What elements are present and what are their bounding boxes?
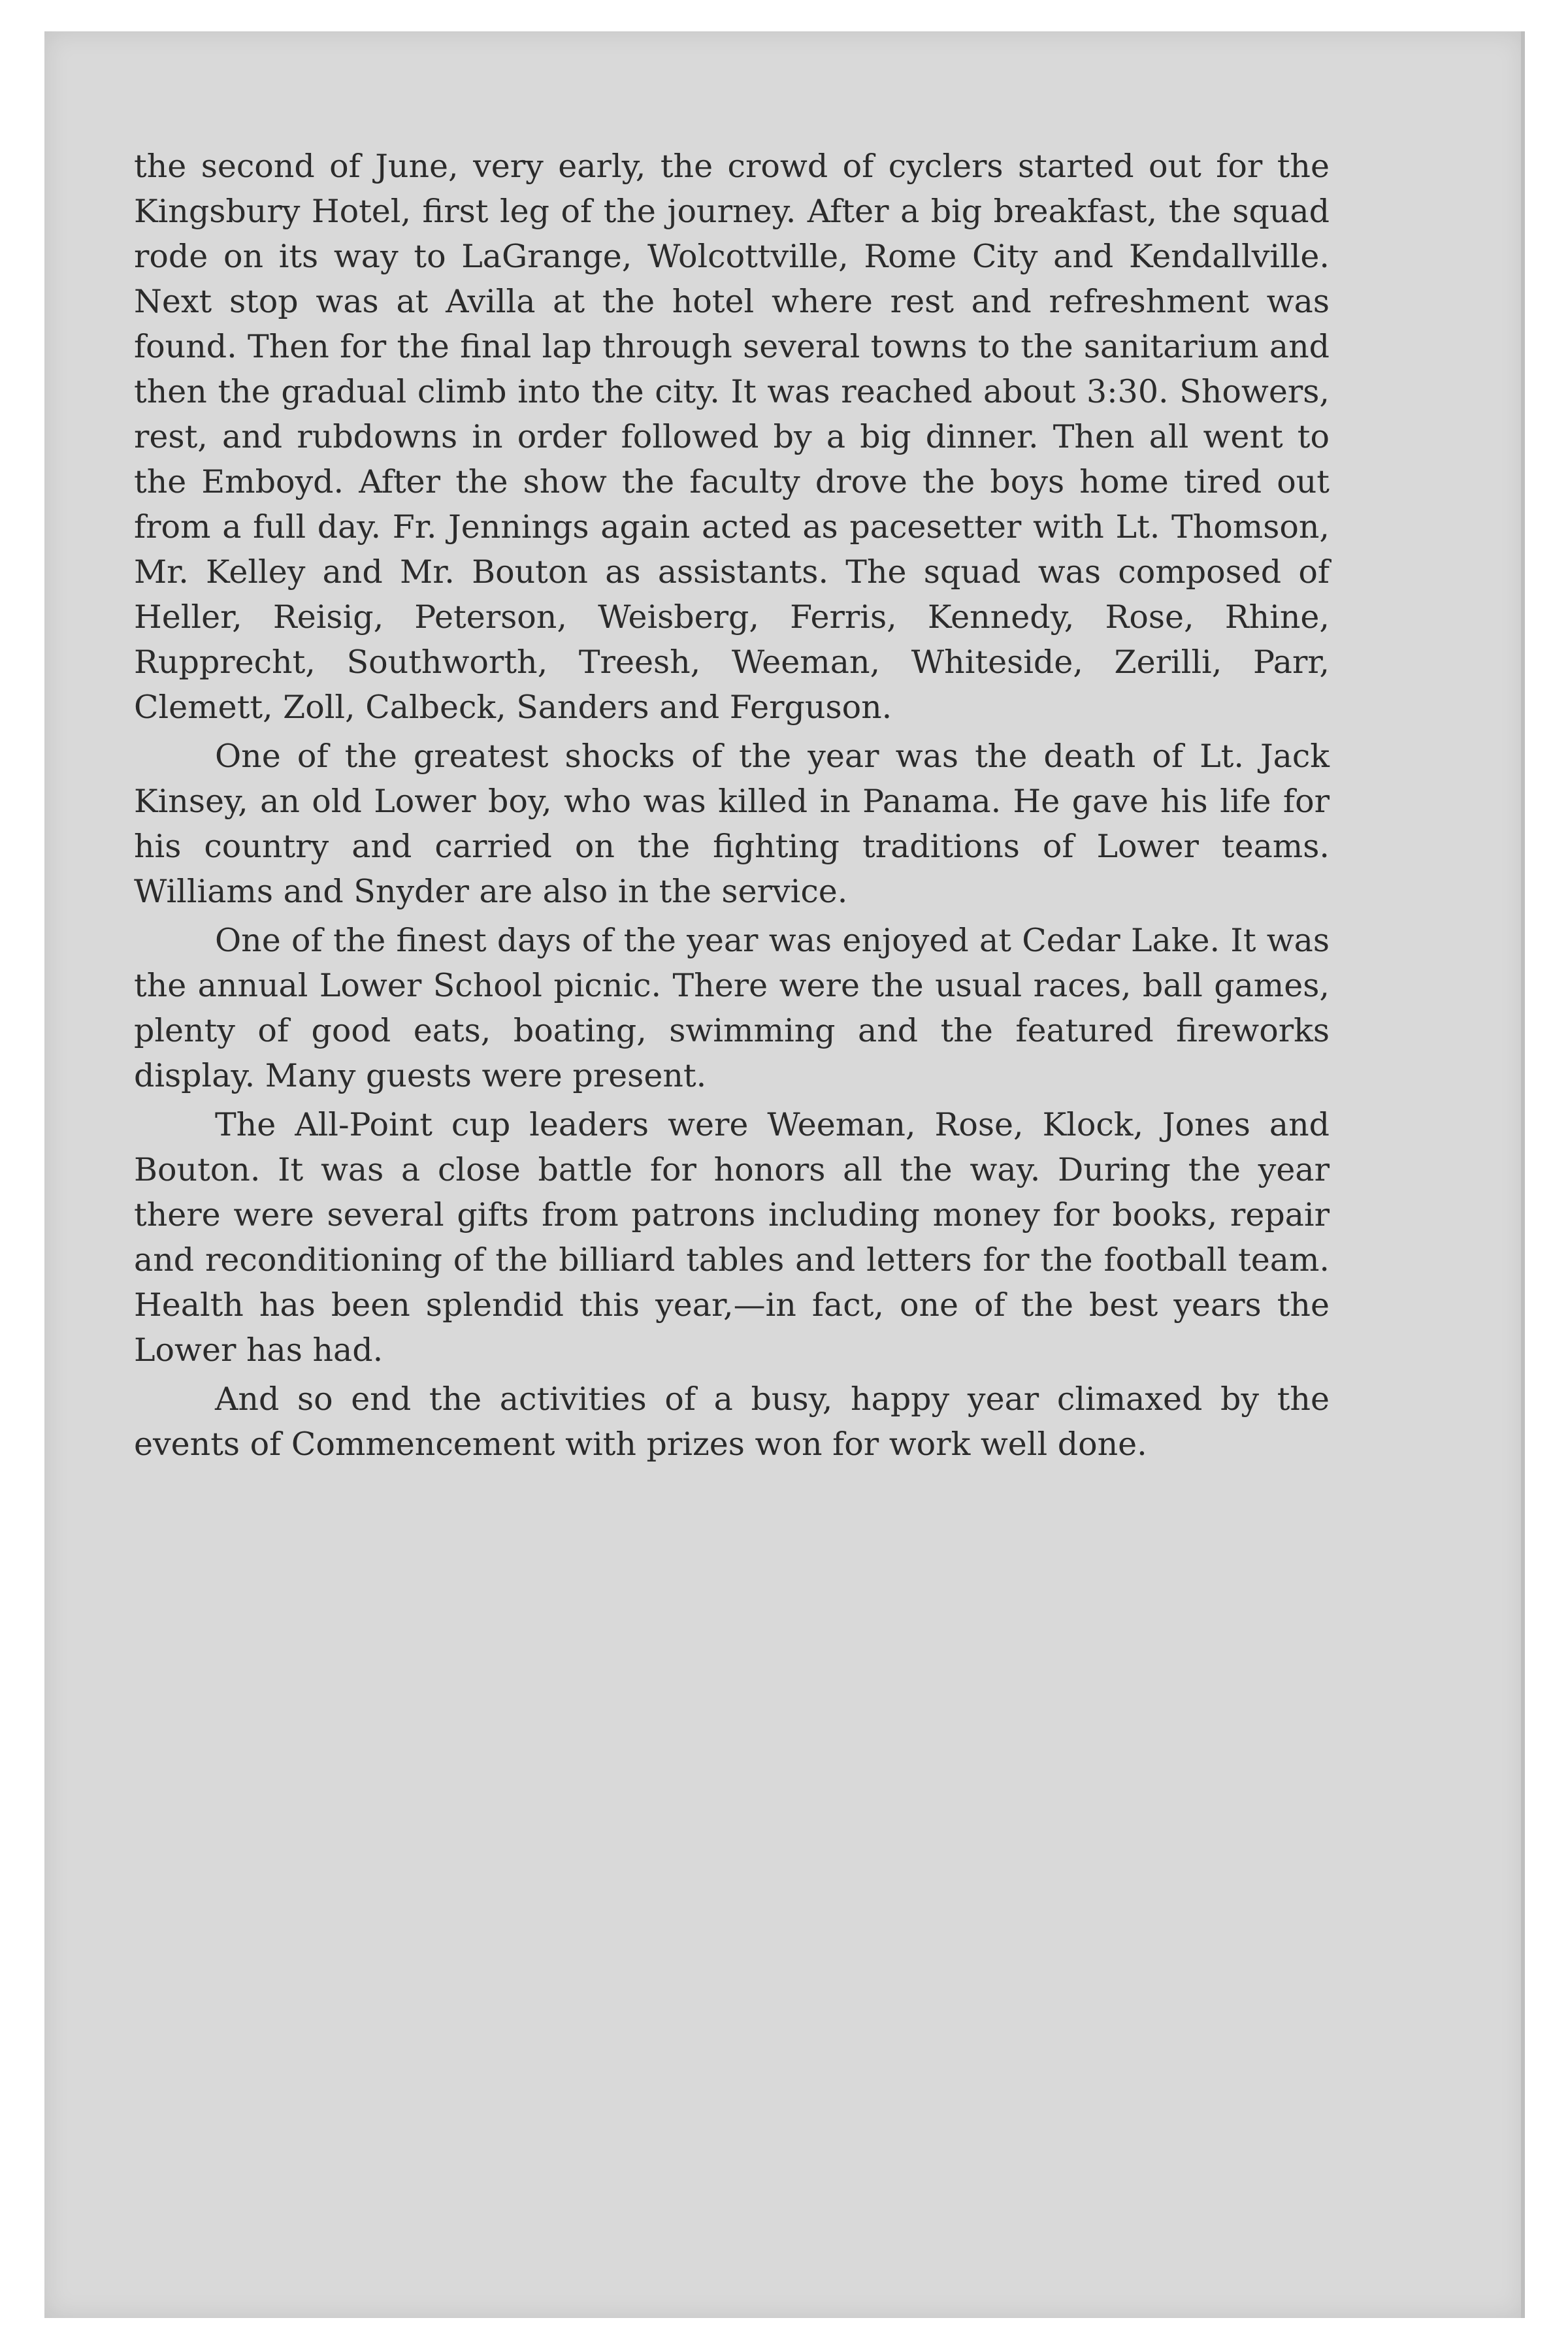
paragraph-kinsey: One of the greatest shocks of the year was the death of Lt. Jack Kinsey, an old Lower boy, who was killed in Panama. He gave his life for his country and carried on the fighting traditions of Lower teams. Williams and Snyder are also in the service. — [134, 738, 1330, 910]
paragraph-all-point-cup: The All-Point cup leaders were Weeman, Rose, Klock, Jones and Bouton. It was a close battle for honors all the way. During the year there were several gifts from patrons including money for books, repair and reconditioning of the billiard tables and letters for the football team. Health has been splendid this year,—in fact, one of the best years the Lower has had. — [134, 1106, 1330, 1369]
body-text — [134, 144, 1330, 1471]
paragraph-picnic: One of the finest days of the year was enjoyed at Cedar Lake. It was the annual Lower School picnic. There were the usual races, ball games, plenty of good eats, boating, swimming and the featured fireworks display. Many guests were present. — [134, 922, 1330, 1094]
paragraph-cycling-trip: the second of June, very early, the crowd of cyclers started out for the Kingsbury Hotel, first leg of the journey. After a big breakfast, the squad rode on its way to LaGrange, Wolcottville, Rome City and Kendallville. Next stop was at Avilla at the hotel where rest and refreshment was found. Then for the final lap through several towns to the sanitarium and then the gradual climb into the city. It was reached about 3:30. Showers, rest, and rubdowns in order followed by a big dinner. Then all went to the Emboyd. After the show the faculty drove the boys home tired out from a full day. Fr. Jennings again acted as pacesetter with Lt. Thomson, Mr. Kelley and Mr. Bouton as assistants. The squad was composed of Heller, Reisig, Peterson, Weisberg, Ferris, Kennedy, Rose, Rhine, Rupprecht, Southworth, Treesh, Weeman, Whiteside, Zerilli, Parr, Clemett, Zoll, Calbeck, Sanders and Ferguson. — [134, 148, 1330, 726]
page-edge — [1521, 31, 1525, 2318]
paragraph-closing: And so end the activities of a busy, happy year climaxed by the events of Commencement with prizes won for work well done. — [134, 1380, 1330, 1463]
